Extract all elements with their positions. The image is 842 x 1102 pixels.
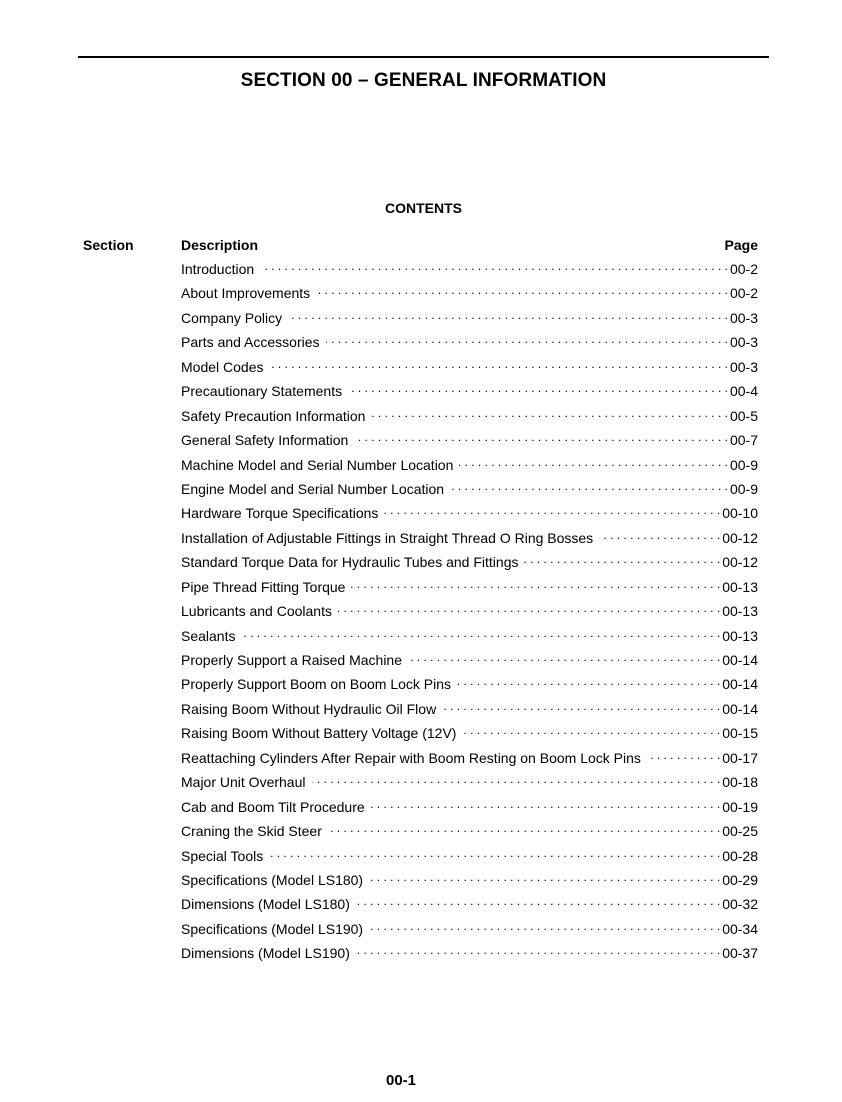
- toc-entry[interactable]: [181, 700, 758, 724]
- dot-leader: [312, 773, 721, 787]
- toc-entry[interactable]: [181, 333, 758, 357]
- toc-entry-title: Properly Support Boom on Boom Lock Pins: [181, 676, 452, 693]
- toc-entry[interactable]: [181, 822, 758, 846]
- toc-entry-page: 00-3: [729, 334, 758, 351]
- toc-entry[interactable]: [181, 871, 758, 895]
- toc-entry[interactable]: [181, 407, 758, 431]
- dot-leader: [288, 309, 728, 323]
- toc-entry-page: 00-3: [729, 358, 758, 375]
- column-header-description: Description: [181, 237, 259, 253]
- toc-entry-title: About Improvements: [181, 285, 311, 302]
- toc-entry[interactable]: [181, 847, 758, 871]
- dot-leader: [328, 822, 720, 836]
- toc-entry-title: Major Unit Overhaul: [181, 774, 306, 791]
- toc-entry-title: Dimensions (Model LS190): [181, 945, 350, 962]
- toc-entry-page: 00-2: [729, 261, 758, 277]
- dot-leader: [459, 456, 728, 470]
- dot-leader: [384, 504, 720, 518]
- toc-entry[interactable]: [181, 773, 758, 797]
- toc-entry-page: 00-12: [722, 529, 758, 546]
- toc-entry-title: Standard Torque Data for Hydraulic Tubes and Fittings: [181, 554, 519, 571]
- page-number: 00-1: [385, 1072, 417, 1089]
- dot-leader: [457, 675, 720, 689]
- toc-entry-page: 00-12: [722, 554, 758, 571]
- dot-leader: [442, 700, 720, 714]
- toc-entry-page: 00-32: [722, 896, 758, 913]
- toc-entry-title: Reattaching Cylinders After Repair with Boom Resting on Boom Lock Pins: [181, 749, 641, 766]
- contents-heading: CONTENTS: [385, 200, 462, 216]
- dot-leader: [371, 407, 728, 421]
- toc-entry-title: Craning the Skid Steer: [181, 823, 322, 840]
- toc-entry[interactable]: [181, 553, 758, 577]
- toc-entry-page: 00-7: [729, 432, 758, 449]
- toc-entry-title: Sealants: [181, 627, 236, 644]
- toc-entry-page: 00-18: [722, 774, 758, 791]
- toc-entry-title: Installation of Adjustable Fittings in Straight Thread O Ring Bosses: [181, 529, 594, 546]
- header-rule: [78, 56, 769, 58]
- toc-entry-page: 00-25: [722, 823, 758, 840]
- toc-entry[interactable]: [181, 675, 758, 699]
- dot-leader: [351, 578, 720, 592]
- toc-entry[interactable]: [181, 456, 758, 480]
- toc-entry-page: 00-14: [722, 700, 758, 717]
- toc-entry-page: 00-14: [722, 652, 758, 668]
- toc-entry-page: 00-37: [722, 945, 758, 962]
- toc-entry-title: Safety Precaution Information: [181, 407, 366, 424]
- dot-leader: [462, 724, 720, 738]
- toc-entry-page: 00-17: [722, 749, 758, 766]
- toc-entry-page: 00-13: [722, 603, 758, 620]
- section-title: SECTION 00 – GENERAL INFORMATION: [240, 70, 607, 91]
- dot-leader: [326, 333, 728, 347]
- toc-entry-title: Hardware Torque Specifications: [181, 505, 379, 522]
- toc-entry-title: Introduction: [181, 261, 255, 277]
- dot-leader: [524, 553, 720, 567]
- toc-entry-title: Dimensions (Model LS180): [181, 896, 350, 913]
- dot-leader: [356, 895, 720, 909]
- toc-entry-title: Engine Model and Serial Number Location: [181, 480, 445, 497]
- toc-entry-page: 00-14: [722, 676, 758, 693]
- dot-leader: [348, 382, 728, 396]
- dot-leader: [599, 529, 720, 543]
- toc-entry-title: Precautionary Statements: [181, 383, 343, 400]
- toc-entry[interactable]: [181, 529, 758, 553]
- toc-entry-title: Lubricants and Coolants: [181, 603, 332, 620]
- toc-entry-page: 00-3: [729, 309, 758, 326]
- toc-entry-title: Properly Support a Raised Machine: [181, 652, 403, 668]
- toc-entry-title: Cab and Boom Tilt Procedure: [181, 798, 365, 815]
- toc-entry[interactable]: [181, 260, 758, 284]
- dot-leader: [647, 749, 720, 763]
- toc-entry[interactable]: [181, 382, 758, 406]
- toc-entry-title: Machine Model and Serial Number Location: [181, 456, 454, 473]
- toc-entry-title: Company Policy: [181, 309, 283, 326]
- toc-entry-title: Raising Boom Without Battery Voltage (12V): [181, 725, 457, 742]
- dot-leader: [371, 798, 721, 812]
- toc-entry[interactable]: [181, 724, 758, 748]
- toc-list: [181, 260, 758, 969]
- toc-entry-page: 00-13: [722, 578, 758, 595]
- toc-entry-page: 00-19: [722, 798, 758, 815]
- toc-entry-title: Specifications (Model LS190): [181, 920, 364, 937]
- toc-entry[interactable]: [181, 920, 758, 944]
- toc-entry-title: Parts and Accessories: [181, 334, 320, 351]
- toc-entry-page: 00-13: [722, 627, 758, 644]
- dot-leader: [408, 651, 720, 665]
- dot-leader: [369, 920, 720, 934]
- toc-entry[interactable]: [181, 627, 758, 651]
- toc-entry-title: Special Tools: [181, 847, 264, 864]
- toc-entry-title: Raising Boom Without Hydraulic Oil Flow: [181, 700, 437, 717]
- toc-entry-page: 00-9: [729, 456, 758, 473]
- toc-entry[interactable]: [181, 651, 758, 675]
- dot-leader: [260, 260, 728, 274]
- toc-entry-title: Specifications (Model LS180): [181, 871, 364, 888]
- dot-leader: [356, 944, 720, 958]
- dot-leader: [450, 480, 728, 494]
- toc-entry-page: 00-10: [722, 505, 758, 522]
- toc-entry[interactable]: [181, 309, 758, 333]
- toc-entry[interactable]: [181, 578, 758, 602]
- toc-entry[interactable]: [181, 944, 758, 968]
- toc-entry[interactable]: [181, 431, 758, 455]
- toc-entry-title: General Safety Information: [181, 432, 349, 449]
- toc-entry[interactable]: [181, 504, 758, 528]
- toc-entry[interactable]: [181, 284, 758, 308]
- dot-leader: [354, 431, 728, 445]
- toc-entry-page: 00-15: [722, 725, 758, 742]
- dot-leader: [241, 627, 720, 641]
- toc-entry-page: 00-28: [722, 847, 758, 864]
- toc-entry-title: Model Codes: [181, 358, 264, 375]
- toc-entry-page: 00-5: [729, 407, 758, 424]
- toc-entry[interactable]: [181, 480, 758, 504]
- toc-entry[interactable]: [181, 358, 758, 382]
- toc-entry-page: 00-34: [722, 920, 758, 937]
- toc-entry-page: 00-9: [729, 480, 758, 497]
- dot-leader: [316, 284, 728, 298]
- toc-entry-page: 00-2: [729, 285, 758, 302]
- dot-leader: [270, 358, 728, 372]
- column-header-page: Page: [724, 237, 758, 253]
- toc-entry[interactable]: [181, 602, 758, 626]
- column-header-section: Section: [83, 237, 134, 253]
- column-headers: [0, 237, 842, 255]
- toc-entry[interactable]: [181, 895, 758, 919]
- toc-entry-page: 00-29: [722, 871, 758, 888]
- toc-entry[interactable]: [181, 749, 758, 773]
- toc-entry-page: 00-4: [729, 383, 758, 400]
- toc-entry-title: Pipe Thread Fitting Torque: [181, 578, 346, 595]
- toc-entry[interactable]: [181, 798, 758, 822]
- dot-leader: [338, 602, 720, 616]
- dot-leader: [369, 871, 720, 885]
- dot-leader: [269, 847, 720, 861]
